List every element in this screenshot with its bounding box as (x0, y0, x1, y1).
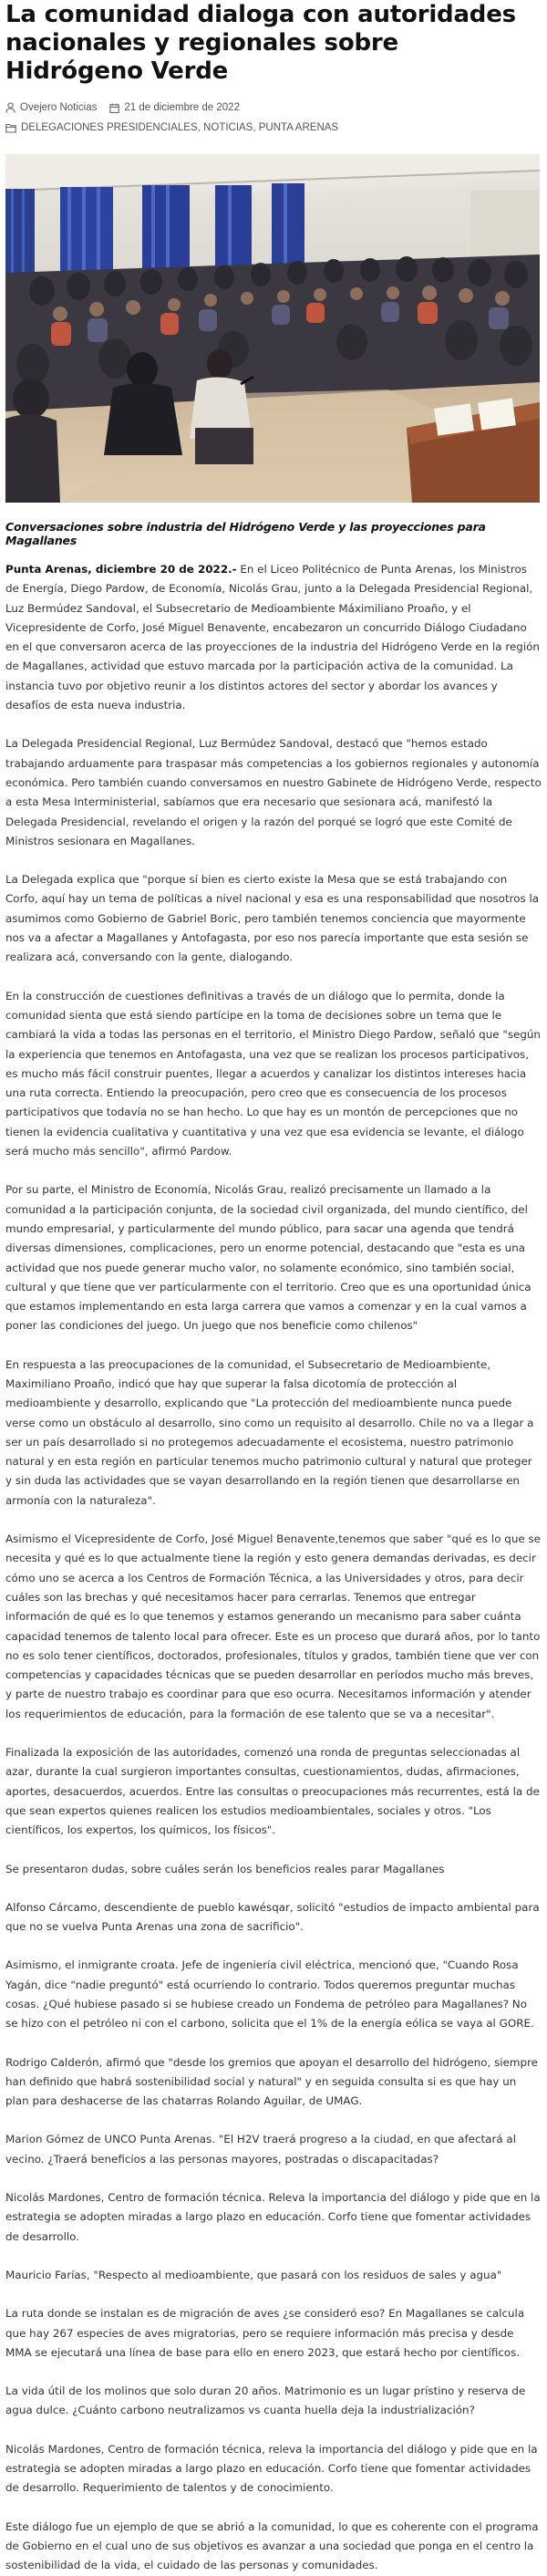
paragraph: Rodrigo Calderón, afirmó que "desde los gremios que apoyan el desarrollo del hidrógeno, siempre han definido que habrá sostenibilidad social y natural" y en seguida consulta si es que hay un plan para deshacerse de las chatarras Rolando Aguilar, de UMAG. (5, 2055, 538, 2108)
meeting-crowd-photo (5, 154, 540, 503)
categories-meta (5, 122, 338, 133)
lead-dateline: Punta Arenas, diciembre 20 de 2022.- (5, 563, 237, 576)
paragraph: Se presentaron dudas, sobre cuáles serán los beneficios reales parar Magallanes (5, 1862, 445, 1875)
paragraph: La Delegada explica que "porque sí bien es cierto existe la Mesa que se está trabajando con Corfo, aquí hay un tema de políticas a nivel nacional y esa es una responsabilidad que nosotros la asumimos como Gobierno de Gabriel Boric, pero también tenemos conciencia que mayormente nos va a afectar a Magallanes y Antofagasta, por eso nos parecía importante que esta sesión se realizara acá, conversando con la gente, dialogando. (5, 873, 540, 964)
article-body (5, 560, 542, 2576)
paragraph: Nicolás Mardones, Centro de formación técnica, releva la importancia del diálogo y pide que en la estrategia se adopten miradas a largo plazo en educación. Corfo tiene que fomentar actividades de desarrollo. Requerimiento de talentos y de conocimiento. (5, 2442, 538, 2495)
paragraph: Finalizada la exposición de las autoridades, comenzó una ronda de preguntas seleccionadas al azar, durante la cual surgieron importantes consultas, cuestionamientos, dudas, afirmaciones, aportes, desacuerdos, acuerdos. Entre las consultas o preocupaciones más recurrentes, está la de que sean expertos quienes realicen los estudios medioambientales, sociales y otros. "Los científicos, los expertos, los químicos, los físicos". (5, 1746, 540, 1837)
date-meta[interactable] (109, 102, 240, 113)
user-icon (5, 102, 15, 113)
category-separator: , (253, 122, 259, 133)
paragraph: En respuesta a las preocupaciones de la comunidad, el Subsecretario de Medioambiente, Maximiliano Proaño, indicó que hay que superar la falsa dicotomía de protección al medioambiente y desarrollo, explicando que "La protección del medioambiente nunca puede verse como un obstáculo al desarrollo, sino como un requisito al desarrollo. Chile no va a llegar a ser un país desarrollado si no protegemos adecuadamente el ecosistema, nuestro patrimonio natural y en esta región en particular tenemos mucho patrimonio cultural y natural que proteger y sin duda las actividades que se vayan desarrollando en la región tienen que desarrollarse en armonía con la naturaleza". (5, 1357, 534, 1507)
folder-icon (5, 123, 16, 133)
post-meta (5, 100, 542, 135)
paragraph: Nicolás Mardones, Centro de formación técnica. Releva la importancia del diálogo y pide que en la estrategia se adopten miradas a largo plazo en educación. Corfo tiene que fomentar actividades de desarrollo. (5, 2191, 541, 2243)
author-meta[interactable] (5, 102, 97, 113)
calendar-icon (109, 103, 119, 113)
page-title: La comunidad dialoga con autoridades nacionales y regionales sobre Hidrógeno Verde (5, 1, 516, 85)
paragraph: La ruta donde se instalan es de migración de aves ¿se consideró eso? En Magallanes se calcula que hay 267 especies de aves migratorias, pero se requiere información más precisa y desde MMA se ejecutará una línea de base para ello en enero 2023, que estará hecho por científicos. (5, 2307, 525, 2359)
paragraph: Marion Gómez de UNCO Punta Arenas. "El H2V traerá progreso a la ciudad, en que afectará al vecino. ¿Traerá beneficios a las personas mayores, postradas o discapacitadas? (5, 2133, 517, 2166)
category-link-punta-arenas[interactable]: PUNTA ARENAS (258, 122, 339, 133)
photo-caption: Conversaciones sobre industria del Hidrógeno Verde y las proyecciones para Magallanes (5, 520, 486, 547)
paragraph: En la construcción de cuestiones definitivas a través de un diálogo que lo permita, donde la comunidad sienta que está siendo partícipe en la toma de decisiones sobre un tema que le cambiará la vida a todas las personas en el territorio, el Ministro Diego Pardow, señaló que "según la experiencia que tenemos en Antofagasta, una vez que se realizan los procesos participativos, es mucho más fácil construir puentes, llegar a acuerdos y canalizar los distintos intereses hacia una ruta correcta. Entiendo la preocupación, pero creo que es consecuencia de los procesos participativos que todavía no se han hecho. Lo que hay es un montón de percepciones que no tienen la evidencia cualitativa y cuantitativa y una vez que esa evidencia se levante, el diálogo será mucho más sencillo", afirmó Pardow. (5, 989, 541, 1158)
paragraph: Asimismo el Vicepresidente de Corfo, José Miguel Benavente,tenemos que saber "qué es lo que se necesita y qué es lo que actualmente tiene la región y esto genera demandas derivadas, es decir cómo uno se acerca a los Centros de Formación Técnica, a las Universidades y otros, para decir cuáles son las brechas y qué necesitamos hacer para cerrarlas. Tenemos que entregar información de qué es lo que tenemos y estamos generando un mecanismo para saber cuánta capacidad tenemos de talento local para ofrecer. Este es un proceso que durará años, por lo tanto no es solo tener científicos, doctorados, profesionales, títulos y grados, también tiene que ver con competencias y capacidades técnicas que se pueden desarrollar en períodos mucho más breves, y parte de nuestro trabajo es coordinar para que eso ocurra. Necesitamos información y atender los requerimientos de educación, para la formación de ese talento que se va a necesitar". (5, 1532, 541, 1720)
category-link-noticias[interactable]: NOTICIAS (203, 122, 253, 133)
paragraph: La Delegada Presidencial Regional, Luz Bermúdez Sandoval, destacó que "hemos estado trabajando arduamente para traspasar más competencias a los gobiernos regionales y autonomía económica. Pero también cuando conversamos en nuestro Gabinete de Hidrógeno Verde, respecto a esta Mesa Interministerial, sabíamos que era necesario que sesionara acá, manifestó la Delegada Presidencial, revelando el origen y la razón del porqué se logró que este Comité de Ministros sesionara en Magallanes. (5, 737, 542, 847)
lead-text: En el Liceo Politécnico de Punta Arenas, los Ministros de Energía, Diego Pardow, de Economía, Nicolás Grau, junto a la Delegada Presidencial Regional, Luz Bermúdez Sandoval, el Subsecretario de Medioambiente Máximiliano Proaño, y el Vicepresidente de Corfo, José Miguel Benavente, encabezaron un concurrido Diálogo Ciudadano en el que conversaron acerca de las proyecciones de la industria del Hidrógeno Verde en la región de Magallanes, actividad que estuvo marcada por la participación activa de la comunidad. La instancia tuvo por objetivo reunir a los distintos actores del sector y abordar los avances y desafíos de esta nueva industria. (5, 563, 540, 712)
page (0, 1, 547, 2572)
paragraph: Asimismo, el inmigrante croata. Jefe de ingeniería civil eléctrica, mencionó que, "Cuando Rosa Yagán, dice "nadie preguntó" está ocurriendo lo contrario. Todos queremos preguntar muchas cosas. ¿Qué hubiese pasado si se hubiese creado un Fondema de petróleo para Magallanes? No se hizo con el petróleo ni con el carbono, solicita que el 1% de la energía eólica se vaya al GORE. (5, 1958, 534, 2031)
paragraph: Por su parte, el Ministro de Economía, Nicolás Grau, realizó precisamente un llamado a la comunidad a la participación conjunta, de la sociedad civil organizada, del mundo científico, del mundo empresarial, y particularmente del mundo público, para sacar una agenda que tendrá diversas dimensiones, complicaciones, pero un enorme potencial, destacando que "esta es una actividad que nos puede generar mucho valor, no solamente económico, sino también social, cultural y que tiene que ver particularmente con el territorio. Creo que es una oportunidad única que estamos implementando en esta larga carrera que vamos a comenzar y en la cual vamos a poner las condiciones del juego. Un juego que nos beneficie como chilenos" (5, 1183, 532, 1333)
paragraph: Este diálogo fue un ejemplo de que se abrió a la comunidad, lo que es coherente con el programa de Gobierno en el cual uno de sus objetivos es avanzar a una sociedad que ponga en el centro la sostenibilidad de la vida, el cuidado de las personas y comunidades. (5, 2519, 539, 2572)
paragraph: La vida útil de los molinos que solo duran 20 años. Matrimonio es un lugar prístino y reserva de agua dulce. ¿Cuánto carbono neutralizamos vs cuanta huella deja la industrialización? (5, 2384, 526, 2417)
lead-paragraph (5, 560, 542, 715)
paragraph: Mauricio Farías, "Respecto al medioambiente, que pasará con los residuos de sales y agua" (5, 2268, 502, 2281)
hero-photo (5, 154, 540, 503)
paragraph: Alfonso Cárcamo, descendiente de pueblo kawésqar, solicitó "estudios de impacto ambiental para que no se vuelva Punta Arenas una zona de sacrificio". (5, 1900, 540, 1934)
category-separator: , (197, 122, 204, 133)
author-link[interactable]: Ovejero Noticias (20, 102, 98, 113)
category-link-delegaciones[interactable]: DELEGACIONES PRESIDENCIALES (21, 122, 198, 133)
date-link[interactable]: 21 de diciembre de 2022 (124, 102, 240, 113)
